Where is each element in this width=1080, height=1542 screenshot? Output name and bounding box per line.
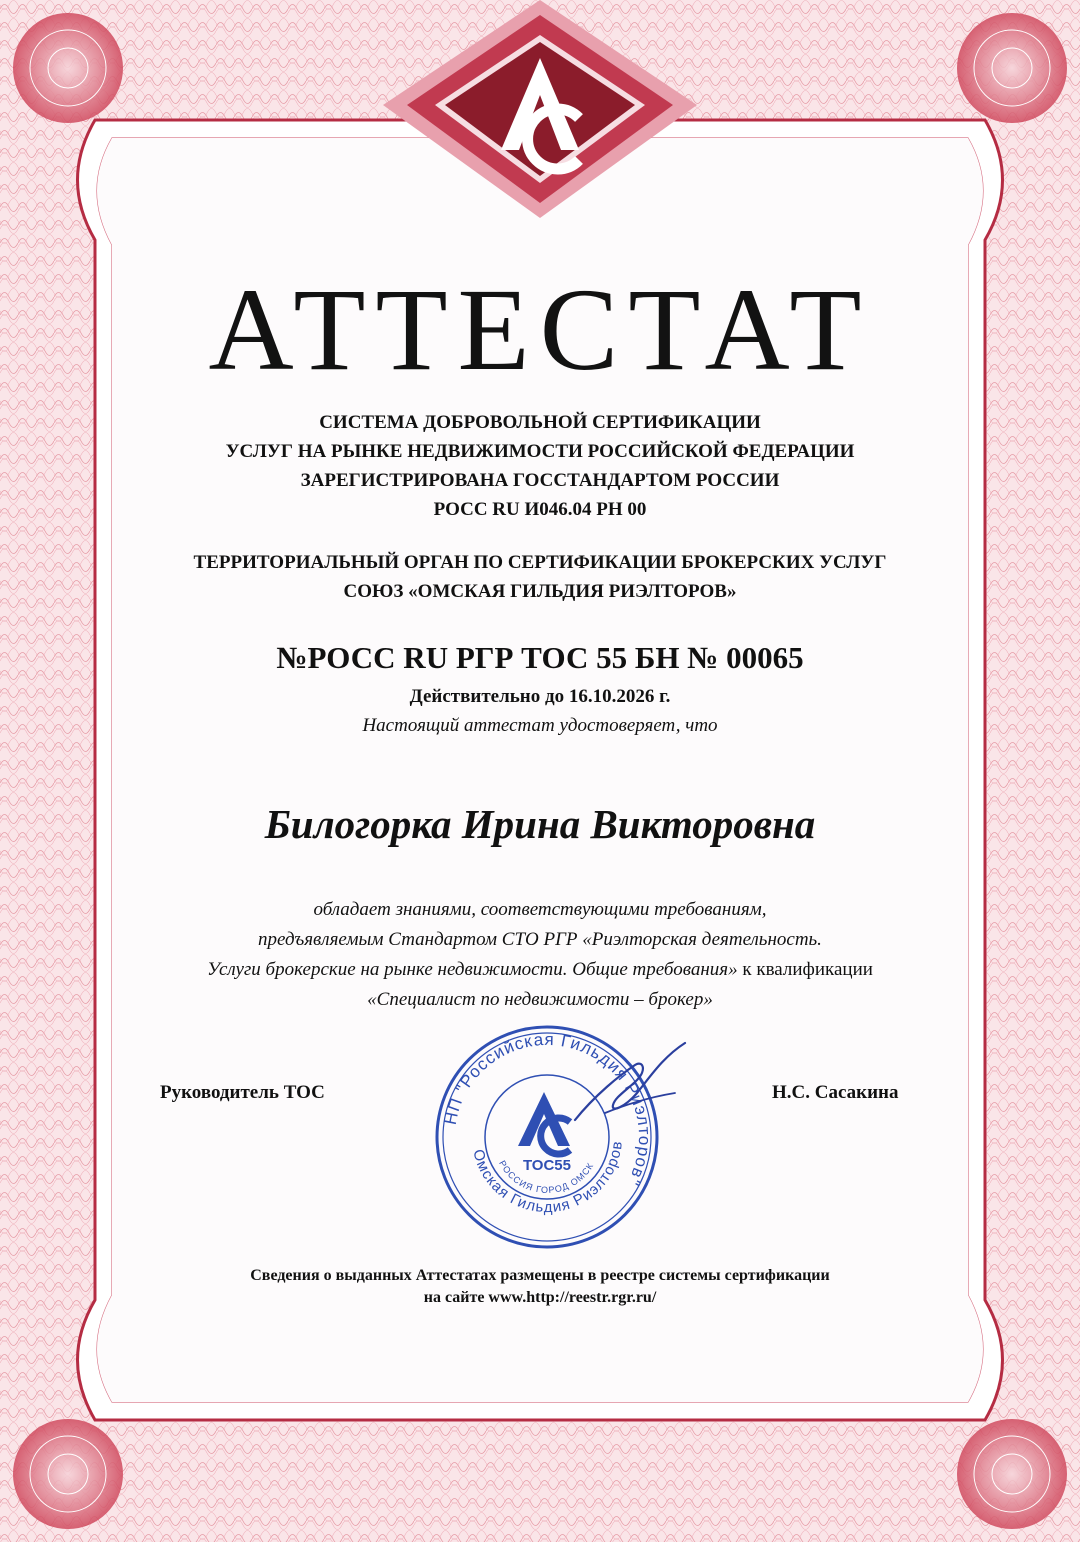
person-name: Билогорка Ирина Викторовна — [264, 801, 816, 847]
system-line: СИСТЕМА ДОБРОВОЛЬНОЙ СЕРТИФИКАЦИИ — [319, 412, 761, 433]
footer-line: Сведения о выданных Аттестатах размещены в реестре системы сертификации — [250, 1267, 830, 1284]
stamp-bottom-text: Омская Гильдия Риэлторов — [469, 1139, 626, 1217]
qualification-description — [0, 895, 1080, 1015]
system-line: РОСС RU И046.04 РН 00 — [433, 499, 647, 520]
certificate-number: №РОСС RU РГР ТОС 55 БН № 00065 — [276, 640, 804, 675]
signatory-name: Н.С. Сасакина — [772, 1082, 899, 1103]
description-line-italic: Услуги брокерские на рынке недвижимости. Общие требования» — [207, 959, 738, 980]
stamp-outer-text: НП "Российская Гильдия Риэлторов" — [440, 1029, 655, 1189]
certificate-title: АТТЕСТАТ — [208, 264, 872, 395]
certification-system-block — [0, 408, 1080, 524]
description-line: обладает знаниями, соответствующими требованиям, — [313, 899, 767, 920]
stamp-inner-text: РОССИЯ ГОРОД ОМСК — [497, 1158, 596, 1196]
footer-line: на сайте www.http://reestr.rgr.ru/ — [423, 1289, 657, 1306]
territorial-body-block — [0, 548, 1080, 606]
system-line: УСЛУГ НА РЫНКЕ НЕДВИЖИМОСТИ РОССИЙСКОЙ ФЕДЕРАЦИИ — [225, 441, 855, 462]
stamp-center-label: ТОС55 — [523, 1157, 571, 1174]
description-line — [0, 955, 1080, 985]
intro-text: Настоящий аттестат удостоверяет, что — [362, 715, 718, 736]
system-line: ЗАРЕГИСТРИРОВАНА ГОССТАНДАРТОМ РОССИИ — [300, 470, 780, 491]
signatory-role: Руководитель ТОС — [160, 1082, 325, 1103]
description-line: предъявляемым Стандартом СТО РГР «Риэлторская деятельность. — [258, 929, 822, 950]
valid-until: Действительно до 16.10.2026 г. — [409, 686, 671, 707]
registry-footer — [0, 1265, 1080, 1309]
description-line: «Специалист по недвижимости – брокер» — [367, 989, 713, 1010]
signature-icon — [565, 1035, 695, 1135]
territorial-line: ТЕРРИТОРИАЛЬНЫЙ ОРГАН ПО СЕРТИФИКАЦИИ БРОКЕРСКИХ УСЛУГ — [193, 552, 887, 573]
territorial-line: СОЮЗ «ОМСКАЯ ГИЛЬДИЯ РИЭЛТОРОВ» — [343, 581, 737, 602]
description-line-plain: к квалификации — [737, 959, 873, 980]
